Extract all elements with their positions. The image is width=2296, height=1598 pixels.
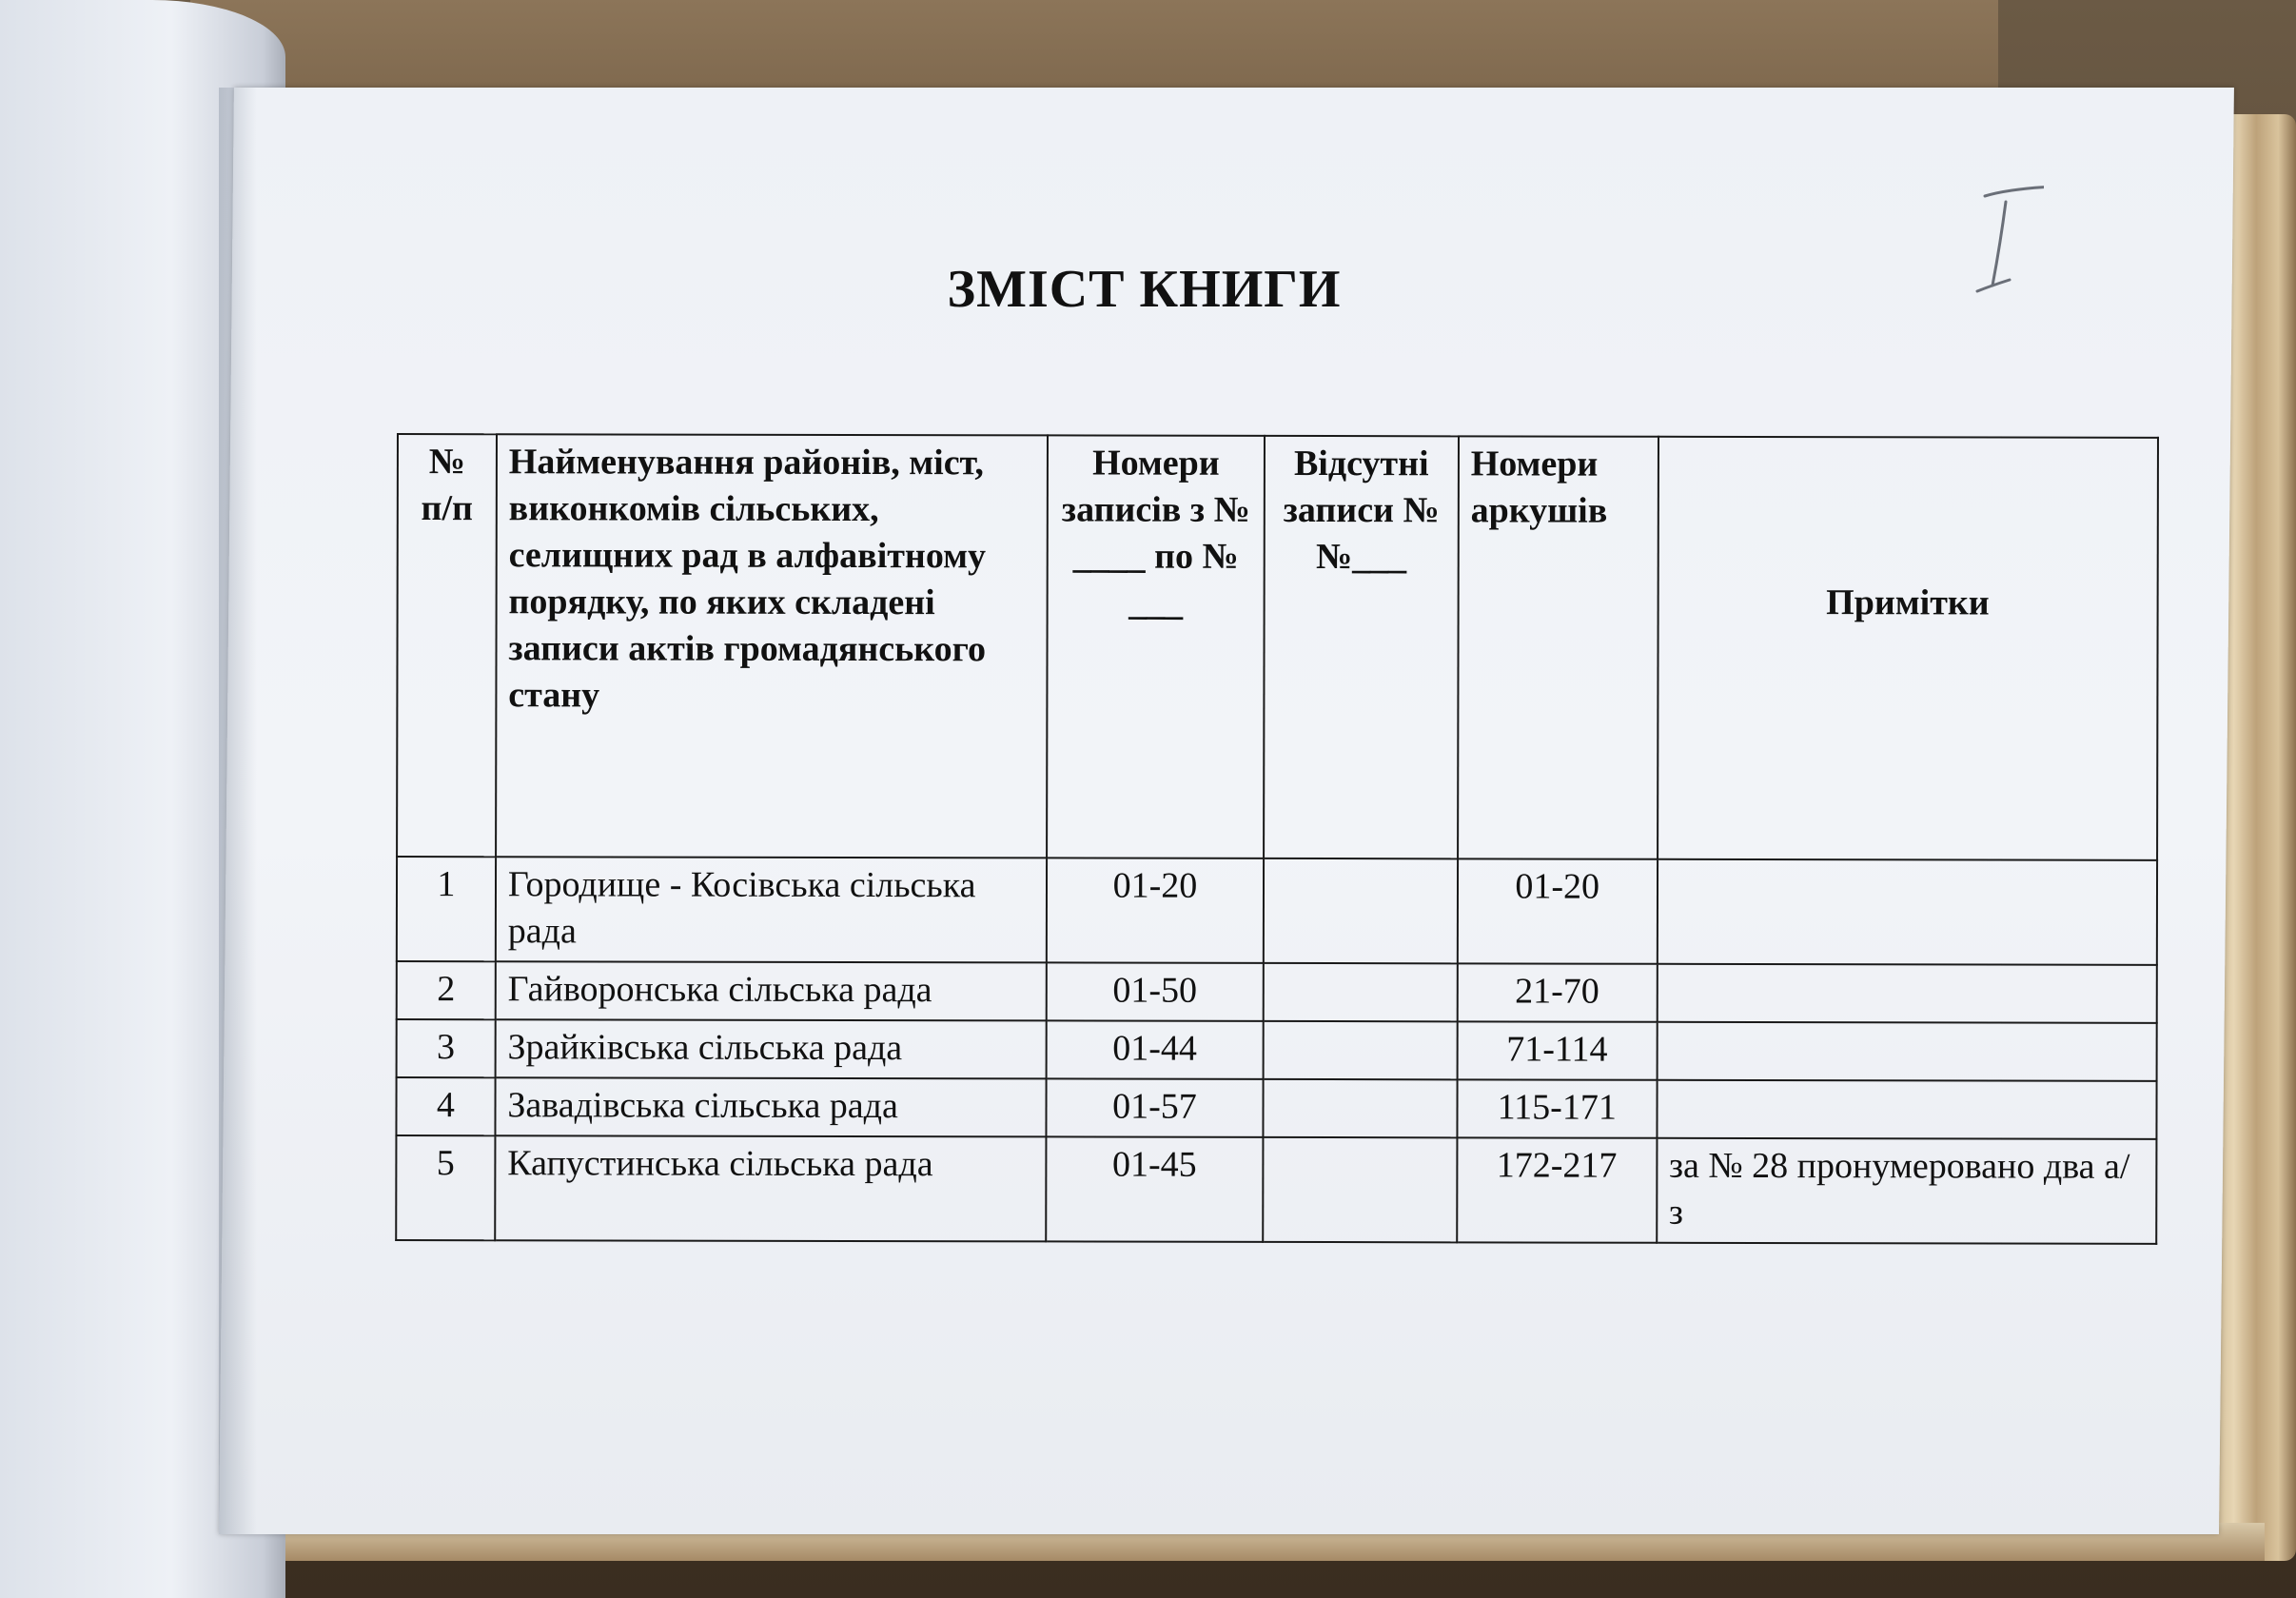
cell-notes	[1657, 859, 2157, 965]
cell-records: 01-44	[1047, 1020, 1264, 1078]
table-row	[397, 857, 2157, 965]
cell-notes	[1657, 964, 2156, 1023]
cell-sheets: 172-217	[1457, 1137, 1657, 1242]
cell-missing	[1264, 858, 1458, 963]
table-row	[396, 1077, 2156, 1139]
cell-name: Зрайківська сільська рада	[495, 1019, 1046, 1078]
cell-records: 01-50	[1047, 962, 1264, 1020]
cell-sheets: 71-114	[1457, 1021, 1657, 1079]
header-missing: Відсутні записи №№___	[1264, 436, 1459, 858]
cell-records: 01-57	[1047, 1078, 1264, 1136]
header-notes: Примітки	[1658, 437, 2158, 860]
cell-records: 01-20	[1047, 858, 1264, 962]
table-row	[397, 961, 2157, 1023]
table-row	[397, 1019, 2157, 1081]
cell-number: 1	[397, 857, 496, 961]
cell-name: Завадівська сільська рада	[495, 1077, 1046, 1136]
header-name: Найменування районів, міст, виконкомів сільських, селищних рад в алфавітному порядку, по яких складені записи актів громадянського стану	[496, 434, 1048, 858]
cell-records: 01-45	[1046, 1136, 1263, 1241]
header-number: № п/п	[397, 434, 497, 857]
cell-number: 5	[396, 1135, 495, 1240]
cell-sheets: 01-20	[1458, 858, 1658, 963]
cell-name: Гайворонська сільська рада	[496, 961, 1047, 1020]
cell-number: 3	[397, 1019, 496, 1077]
cell-missing	[1263, 1137, 1457, 1242]
cell-notes	[1657, 1080, 2156, 1139]
header-sheets: Номери аркушів	[1458, 436, 1658, 858]
cell-number: 2	[397, 961, 496, 1019]
header-records: Номери записів з № ____ по № ___	[1047, 435, 1265, 858]
cell-name: Капустинська сільська рада	[495, 1135, 1046, 1241]
cell-sheets: 21-70	[1457, 963, 1657, 1021]
table-row	[396, 1135, 2156, 1244]
document-title: ЗМІСТ КНИГИ	[947, 260, 1342, 319]
cell-missing	[1264, 963, 1458, 1021]
cell-missing	[1263, 1021, 1457, 1079]
contents-table	[395, 433, 2159, 1245]
table-header-row	[397, 434, 2158, 860]
handwritten-page-mark	[1968, 179, 2044, 303]
cell-name: Городище - Косівська сільська рада	[496, 857, 1047, 962]
cell-notes: за № 28 пронумеровано два а/з	[1657, 1138, 2157, 1244]
cell-number: 4	[396, 1077, 495, 1135]
cell-missing	[1263, 1079, 1457, 1137]
cell-sheets: 115-171	[1457, 1079, 1657, 1137]
cell-notes	[1657, 1022, 2156, 1081]
